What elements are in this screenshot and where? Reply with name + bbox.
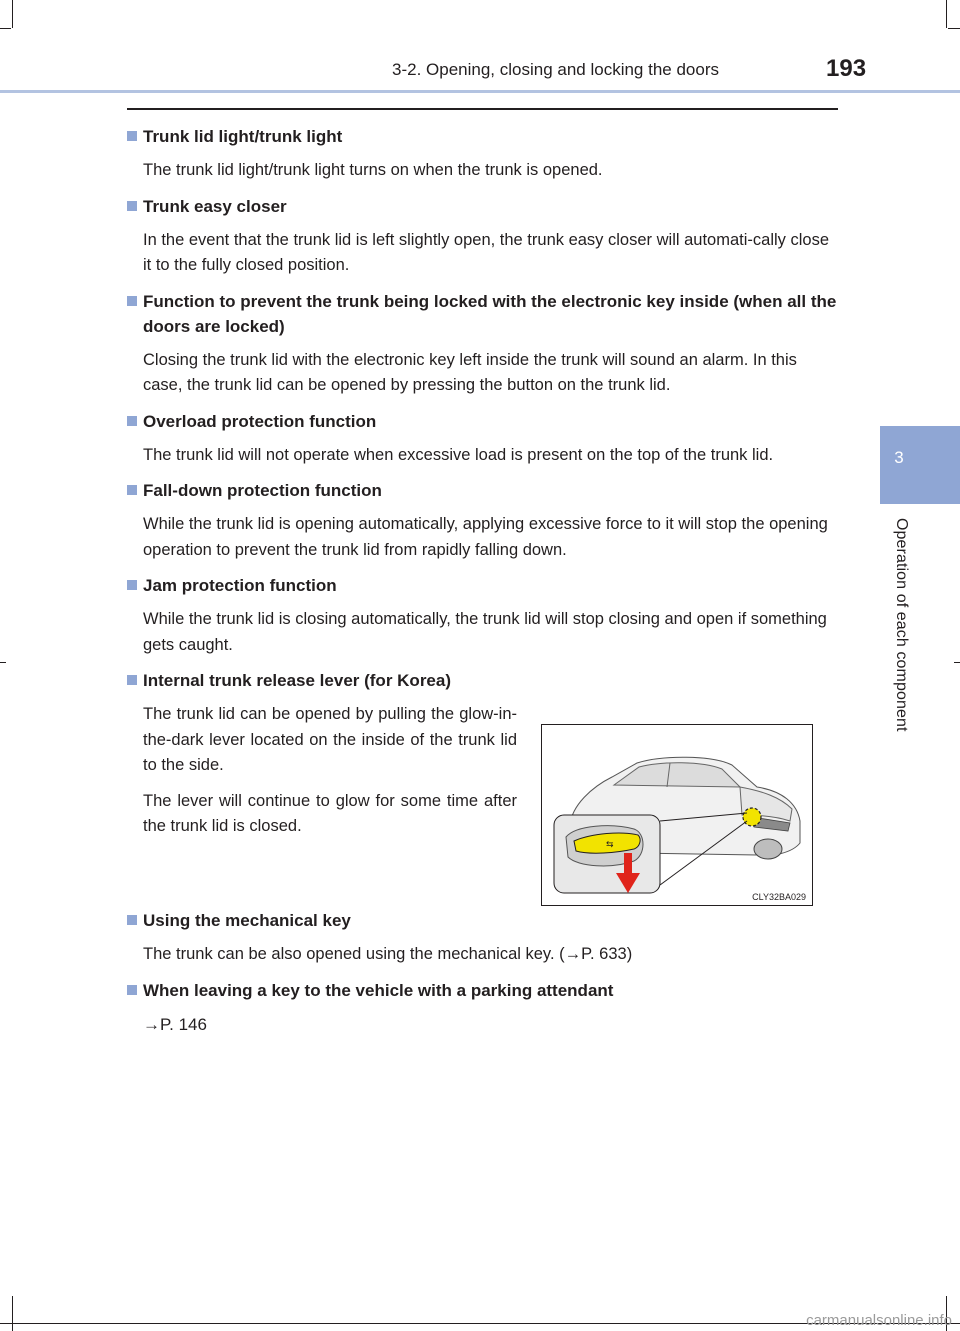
- crop-mark: [12, 0, 13, 28]
- watermark: carmanualsonline.info: [806, 1312, 952, 1329]
- svg-text:⇆: ⇆: [606, 840, 614, 850]
- section-heading: Fall-down protection function: [127, 478, 839, 503]
- page-content: [127, 124, 839, 1047]
- crop-mark: [12, 1296, 13, 1331]
- car-trunk-release-lever-illustration: [542, 725, 812, 905]
- section-mechanical-key: [127, 908, 839, 968]
- section-heading: Trunk lid light/trunk light: [127, 124, 839, 149]
- crop-mark: [948, 28, 960, 29]
- figure-code: CLY32BA029: [752, 892, 806, 902]
- section-parking-attendant: [127, 978, 839, 1038]
- trunk-release-figure: [541, 724, 813, 906]
- section-body: The lever will continue to glow for some time after the trunk lid is closed.: [143, 791, 517, 835]
- chapter-title: Operation of each component: [893, 518, 910, 732]
- bullet-square-icon: [127, 416, 137, 426]
- bullet-square-icon: [127, 485, 137, 495]
- bullet-square-icon: [127, 580, 137, 590]
- section-heading: Using the mechanical key: [127, 908, 839, 933]
- section-body: Closing the trunk lid with the electronic key left inside the trunk will sound an alarm. In this case, the trunk lid can be opened by pressing the button on the trunk lid.: [143, 350, 797, 394]
- section-heading: Overload protection function: [127, 409, 839, 434]
- section-body: The trunk can be also opened using the mechanical key. (→P. 633): [143, 945, 633, 963]
- section-overload-protection: [127, 409, 839, 469]
- section-body: In the event that the trunk lid is left slightly open, the trunk easy closer will automati-cally close it to the fully closed position.: [143, 230, 829, 274]
- crop-mark: [0, 28, 11, 29]
- crop-mark: [954, 662, 960, 663]
- bullet-square-icon: [127, 985, 137, 995]
- crop-mark: [946, 0, 947, 28]
- section-body: While the trunk lid is opening automatically, applying excessive force to it will stop the opening operation to prevent the trunk lid from rapidly falling down.: [143, 515, 828, 559]
- page-reference-link[interactable]: →P. 146: [143, 1014, 207, 1034]
- content-rule: [127, 108, 838, 110]
- bullet-square-icon: [127, 915, 137, 925]
- section-jam-protection: [127, 573, 839, 658]
- section-trunk-light: [127, 124, 839, 184]
- section-heading: Internal trunk release lever (for Korea): [127, 668, 839, 693]
- bullet-square-icon: [127, 296, 137, 306]
- bullet-square-icon: [127, 131, 137, 141]
- section-heading: Function to prevent the trunk being locked with the electronic key inside (when all the doors are locked): [127, 289, 839, 339]
- section-fall-down-protection: [127, 478, 839, 563]
- crop-mark: [0, 662, 6, 663]
- bullet-square-icon: [127, 675, 137, 685]
- header-rule: [0, 90, 960, 93]
- section-body: While the trunk lid is closing automatically, the trunk lid will stop closing and open if something gets caught.: [143, 610, 827, 654]
- bullet-square-icon: [127, 201, 137, 211]
- section-title: 3-2. Opening, closing and locking the doors: [392, 60, 719, 79]
- section-easy-closer: [127, 194, 839, 279]
- chapter-number: 3: [894, 448, 904, 467]
- section-heading: When leaving a key to the vehicle with a parking attendant: [127, 978, 839, 1003]
- section-body: The trunk lid light/trunk light turns on when the trunk is opened.: [143, 161, 603, 179]
- section-body: The trunk lid can be opened by pulling the glow-in-the-dark lever located on the inside of the trunk lid to the side.: [143, 705, 517, 774]
- section-heading: Trunk easy closer: [127, 194, 839, 219]
- page-number: 193: [826, 55, 867, 82]
- section-heading: Jam protection function: [127, 573, 839, 598]
- section-key-lock-prevention: [127, 289, 839, 399]
- section-body: The trunk lid will not operate when excessive load is present on the top of the trunk lid.: [143, 445, 774, 464]
